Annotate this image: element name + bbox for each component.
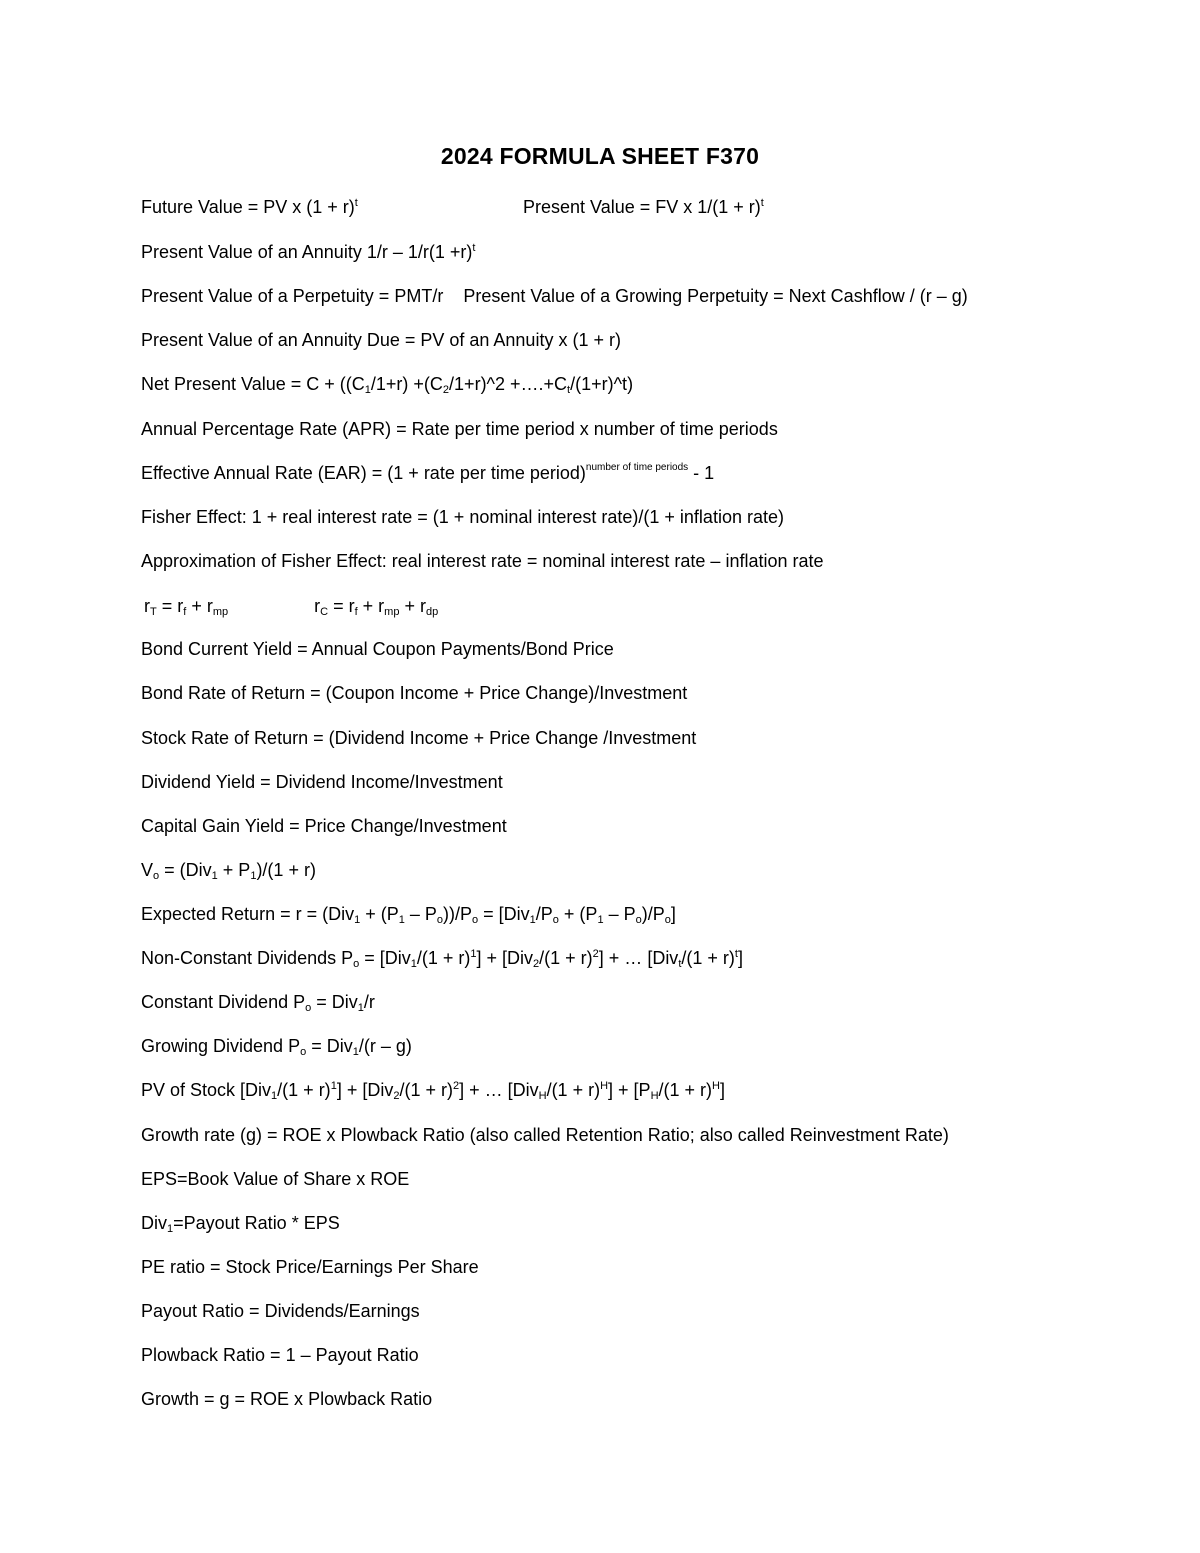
constant-dividend-formula: Constant Dividend $P_o = Div_1/r$ [141,992,375,1014]
perpetuity-formulas [141,284,968,308]
plowback-ratio-formula: Plowback Ratio = 1 – Payout Ratio [141,1345,419,1365]
annuity-due-formula: Present Value of an Annuity Due = PV of an Annuity x (1 + r) [141,330,621,350]
growing-dividend-formula: Growing Dividend $P_o = Div_1/(r - g)$ [141,1036,412,1058]
fisher-approx-formula: Approximation of Fisher Effect: real interest rate = nominal interest rate – inflation rate [141,551,824,571]
apr-formula: Annual Percentage Rate (APR) = Rate per time period x number of time periods [141,419,778,439]
npv-formula: Net Present Value = $C + ((C_1/1+r)$ $+(C_2/1+r)\^{}2$ $+\dots.+C_t/(1+r)\^{}t$) [141,374,634,396]
future-value-formula: Future Value = PV x $(1 + r)^t$ [141,197,358,217]
v0-formula: $V_o = (Div_1 + P_1)/(1 + r)$ [141,860,316,882]
non-constant-dividends-formula: Non-Constant Dividends $P_o = [Div_1/(1 + r)^1] + [Div_2/(1 + r)^2]$ + … $[Div_t/(1 + r)^t]$ [141,948,743,970]
dividend-yield-formula: Dividend Yield = Dividend Income/Investment [141,772,503,792]
eps-formula: EPS=Book Value of Share x ROE [141,1169,410,1189]
capital-gain-yield-formula: Capital Gain Yield = Price Change/Investment [141,816,507,836]
growth-formula: Growth = g = ROE x Plowback Ratio [141,1389,433,1409]
fisher-effect-formula: Fisher Effect: 1 + real interest rate = (1 + nominal interest rate)/(1 + inflation rate) [141,507,784,527]
growth-rate-formula: Growth rate (g) = ROE x Plowback Ratio (also called Retention Ratio; also called Reinvestment Rate) [141,1125,949,1145]
bond-return-formula: Bond Rate of Return = (Coupon Income + Price Change)/Investment [141,683,688,703]
page-title: 2024 FORMULA SHEET F370 [440,143,760,169]
growing-perpetuity-formula: Present Value of a Growing Perpetuity = Next Cashflow / (r – g) [463,286,968,306]
annuity-formula: Present Value of an Annuity $1/r - 1/r(1 +r)^t$ [141,242,476,262]
bond-current-yield-formula: Bond Current Yield = Annual Coupon Payments/Bond Price [141,639,614,659]
payout-ratio-formula: Payout Ratio = Dividends/Earnings [141,1301,420,1321]
rt-formula: $r_T = r_f + r_{mp}$ [144,596,229,618]
perpetuity-formula: Present Value of a Perpetuity = PMT/r [141,286,444,306]
expected-return-formula: Expected Return = $r = (Div_1 + (P_1 - P_o))/P_o = [Div_1/P_o + (P_1 - P_o)/P_o]$ [141,904,676,926]
pe-ratio-formula: PE ratio = Stock Price/Earnings Per Share [141,1257,479,1277]
present-value-formula: Present Value = FV x $1/(1 + r)^t$ [523,197,764,217]
stock-return-formula: Stock Rate of Return = (Dividend Income + Price Change /Investment [141,728,697,748]
rc-formula: $r_C = r_f + r_{mp} + r_{dp}$ [314,596,439,618]
div1-formula: Div$_1$=Payout Ratio * EPS [141,1213,340,1235]
rate-components-formulas [144,594,438,618]
ear-formula: Effective Annual Rate (EAR) = (1 + rate per time period)$^{number of time periods}$ - 1 [141,462,715,483]
pv-of-stock-formula: PV of Stock $[Div_1/(1 + r)^1] + [Div_2/(1 + r)^2]$ + … $[Div_H/(1 + r)^H] + [P_H/(1 + r)^H]$ [141,1080,725,1102]
